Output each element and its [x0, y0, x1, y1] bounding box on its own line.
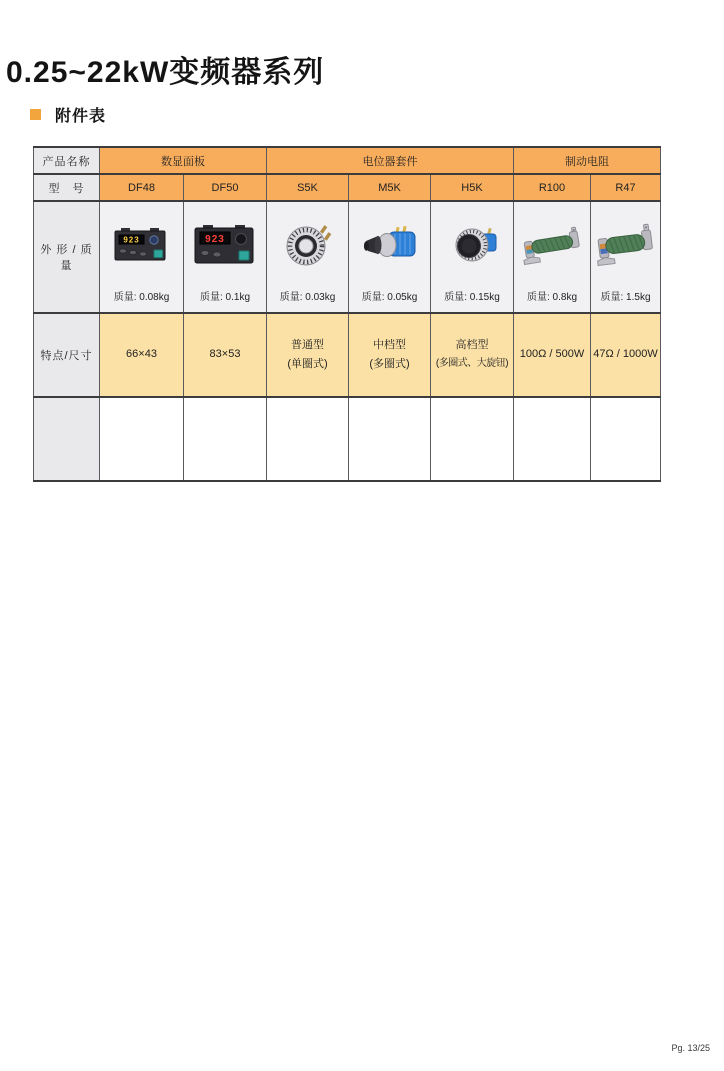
df48-weight-label: 质量: 0.08kg [113, 292, 170, 303]
r47-weight-label: 质量: 1.5kg [600, 292, 651, 303]
df50-weight-label: 质量: 0.1kg [199, 292, 251, 303]
df48-panel-image [100, 202, 183, 288]
feature-m5k-style: (多圈式) [369, 357, 410, 370]
empty-cell [100, 397, 184, 481]
h5k-weight-label: 质量: 0.15kg [444, 292, 500, 303]
model-cell-df48: DF48 [100, 174, 184, 201]
empty-cell [349, 397, 431, 481]
appearance-row-label: 外 形 / 质 量 [34, 201, 100, 313]
empty-cell [431, 397, 514, 481]
feature-h5k-style: (多圈式、大旋钮) [435, 358, 509, 370]
feature-r100-rating: 100Ω / 500W [519, 348, 585, 361]
df48-display-value: 923 [122, 235, 140, 245]
empty-cell [267, 397, 349, 481]
orange-square-bullet-icon [30, 109, 41, 120]
s5k-weight-label: 质量: 0.03kg [279, 292, 336, 303]
r100-brake-resistor-image [514, 202, 590, 288]
feature-s5k-type: 普通型 [291, 338, 324, 351]
m5k-potentiometer-image [349, 202, 430, 288]
empty-cell [184, 397, 267, 481]
features-row-label: 特点/尺寸 [34, 313, 100, 397]
model-cell-r47: R47 [591, 174, 661, 201]
feature-m5k-type: 中档型 [373, 338, 406, 351]
section-header [30, 103, 106, 126]
model-row-label: 型 号 [34, 174, 100, 201]
page-title: 0.25~22kW变频器系列 [6, 56, 325, 89]
h5k-potentiometer-image [431, 202, 513, 288]
header-product-name-cell: 产品名称 [34, 147, 100, 174]
model-cell-m5k: M5K [349, 174, 431, 201]
empty-cell [591, 397, 661, 481]
feature-r47-rating: 47Ω / 1000W [593, 348, 658, 361]
feature-h5k-type: 高档型 [455, 339, 489, 352]
feature-df50: 83×53 [209, 348, 241, 361]
df50-panel-image [184, 202, 266, 288]
section-title: 附件表 [55, 108, 107, 125]
s5k-potentiometer-image [267, 202, 348, 288]
header-group-brake-resistor: 制动电阻 [514, 147, 661, 174]
feature-df48: 66×43 [126, 348, 157, 361]
empty-label-cell [34, 397, 100, 481]
feature-s5k-style: (单圈式) [287, 357, 328, 370]
r100-weight-label: 质量: 0.8kg [526, 292, 578, 303]
m5k-weight-label: 质量: 0.05kg [361, 292, 418, 303]
header-group-digital-panel: 数显面板 [100, 147, 267, 174]
model-cell-df50: DF50 [184, 174, 267, 201]
empty-cell [514, 397, 591, 481]
header-group-potentiometer-kit: 电位器套件 [267, 147, 514, 174]
model-cell-r100: R100 [514, 174, 591, 201]
r47-brake-resistor-image [591, 202, 660, 288]
model-cell-h5k: H5K [431, 174, 514, 201]
accessories-table [33, 146, 661, 482]
model-cell-s5k: S5K [267, 174, 349, 201]
page-number: Pg. 13/25 [671, 1043, 710, 1053]
df50-display-value: 923 [205, 234, 225, 245]
